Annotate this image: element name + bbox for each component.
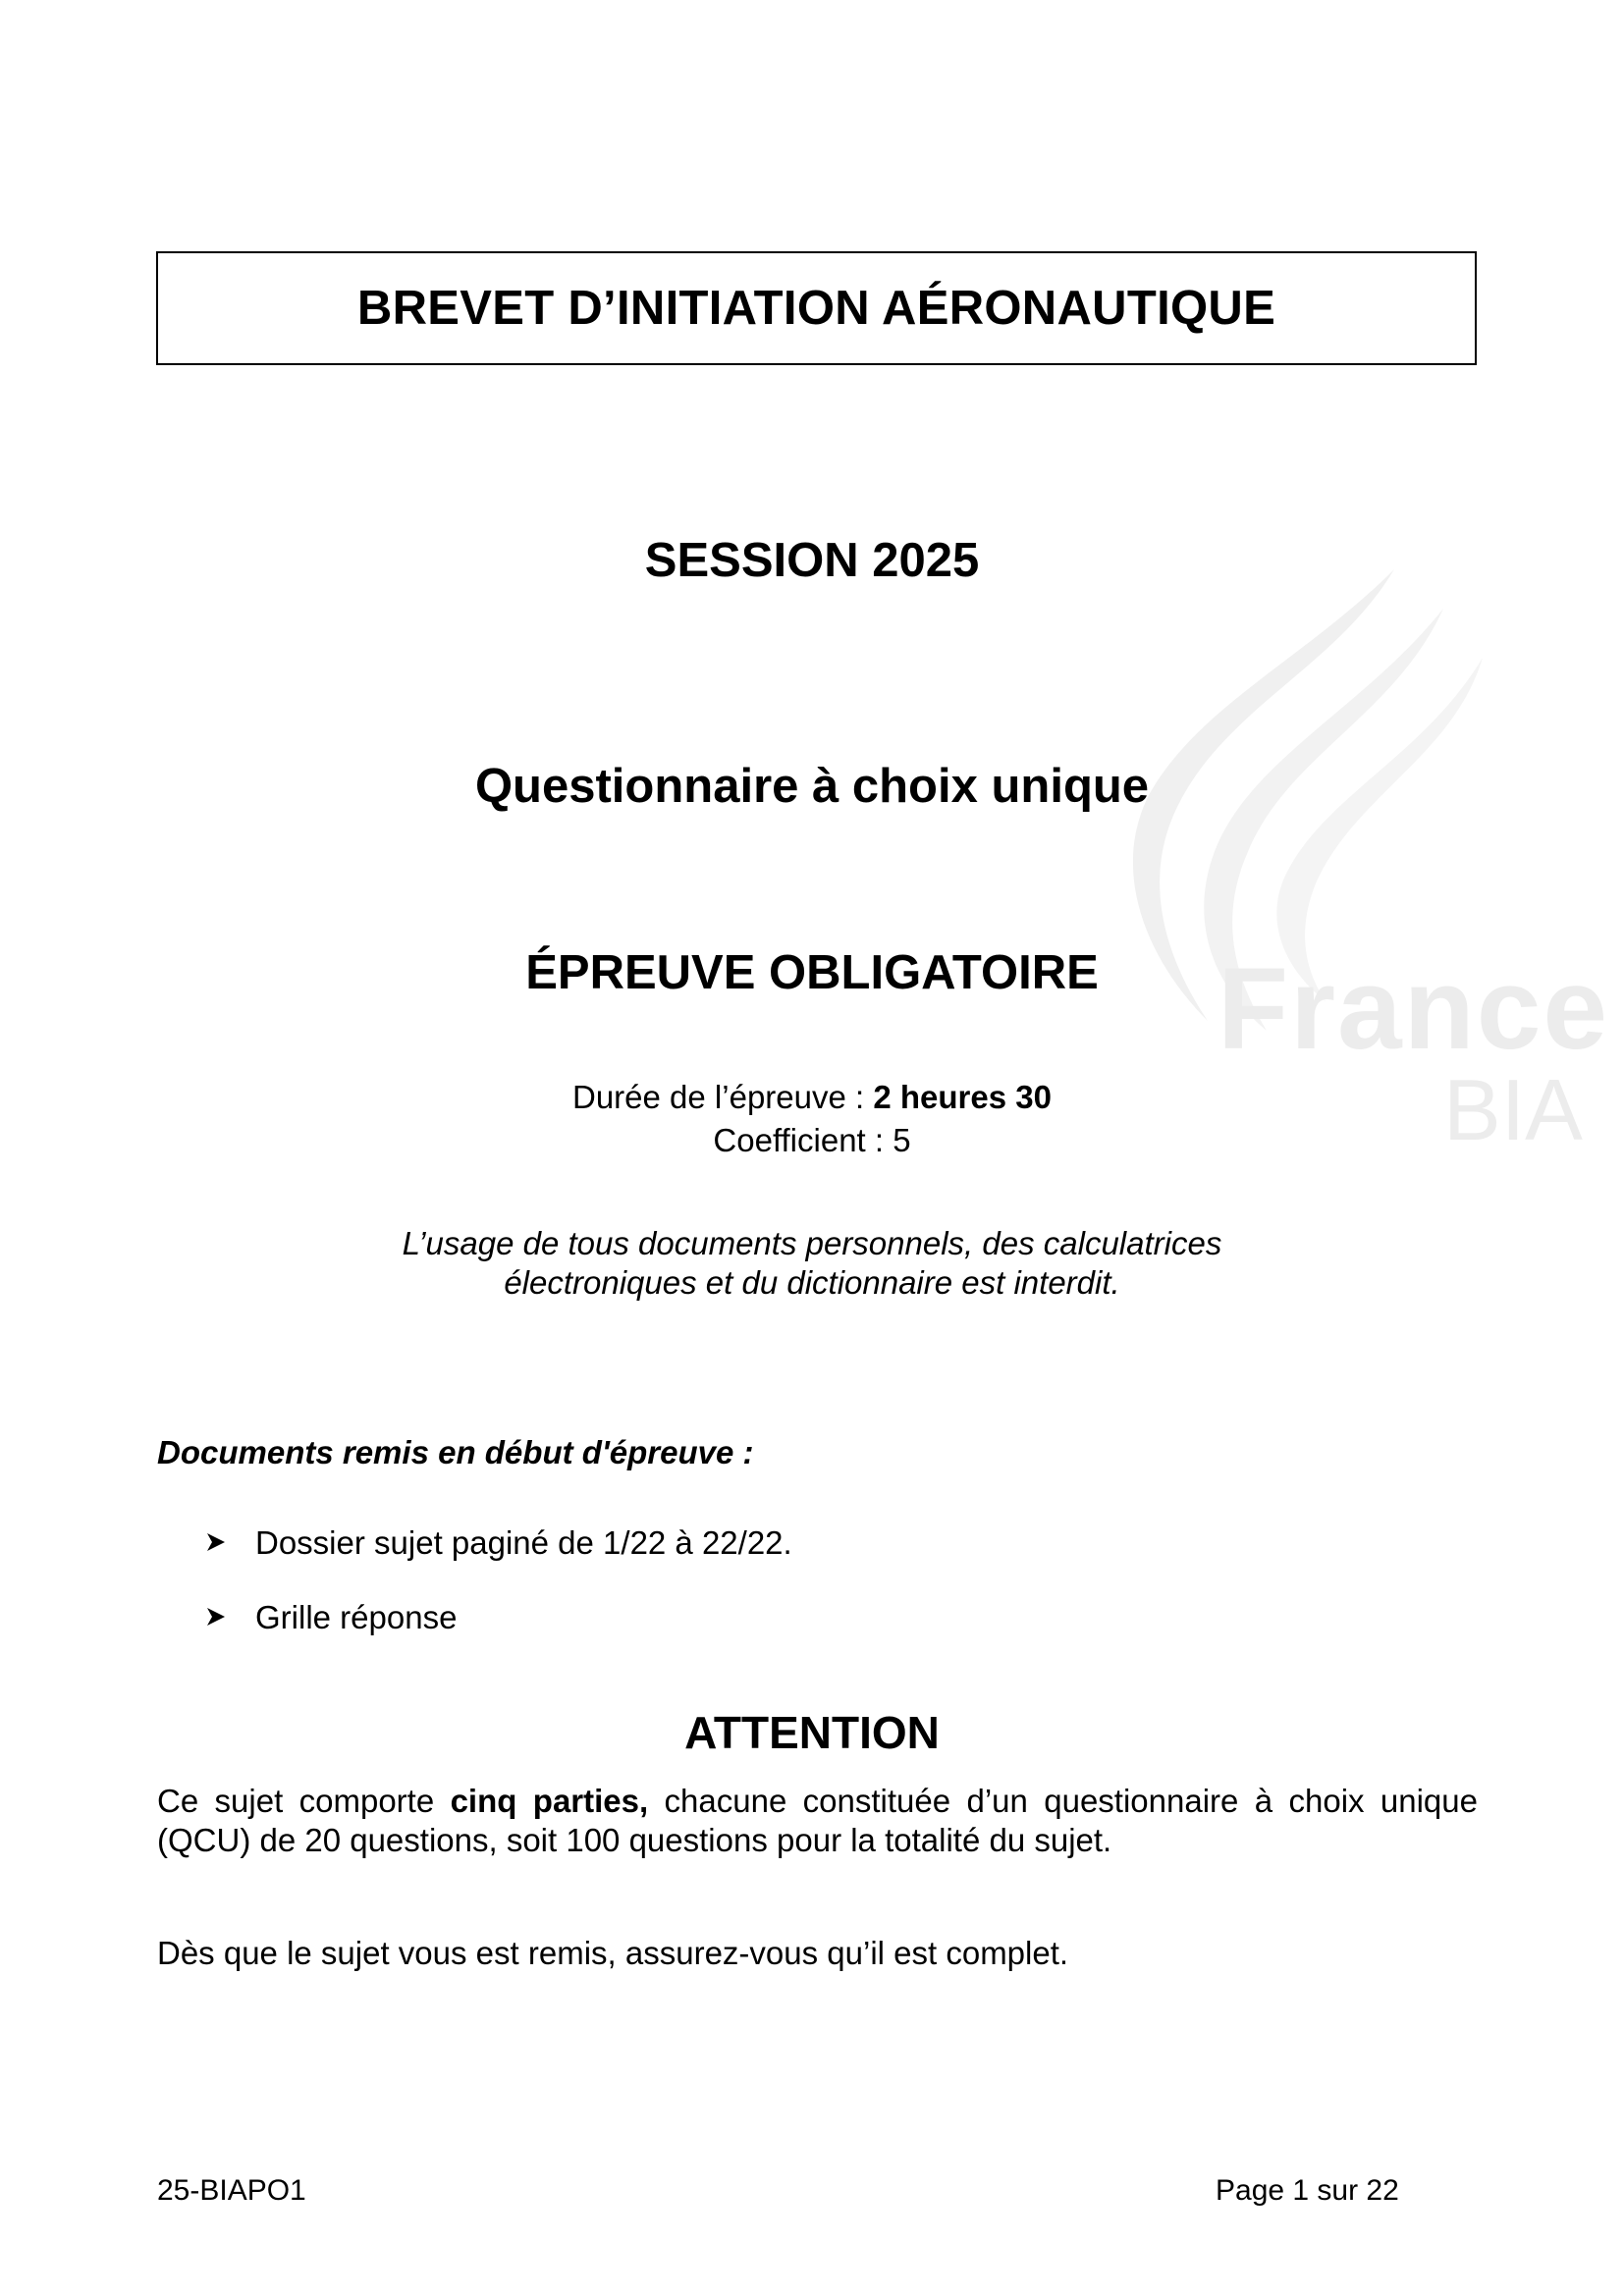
usage-notice-line-1: L’usage de tous documents personnels, des calculatrices <box>402 1225 1222 1261</box>
paragraph-text-end: chacune constituée d’un questionnaire à choix unique (QCU) de 20 questions, soit 100 questions pour la totalité du sujet. <box>157 1783 1478 1858</box>
arrow-bullet-icon <box>204 1524 255 1562</box>
title-box <box>156 251 1477 365</box>
watermark-word-bia: BIA <box>1443 1061 1583 1158</box>
list-item <box>204 1524 792 1562</box>
list-item-label: Grille réponse <box>255 1599 458 1635</box>
exam-type: Questionnaire à choix unique <box>474 760 1150 813</box>
completeness-notice: Dès que le sujet vous est remis, assurez-vous qu’il est complet. <box>157 1935 1069 1971</box>
paragraph-text-bold: cinq parties, <box>450 1783 649 1819</box>
duration-line <box>0 1076 1624 1118</box>
usage-notice-line-2: électroniques et du dictionnaire est interdit. <box>504 1264 1120 1301</box>
duration-label: Durée de l’épreuve : <box>572 1079 874 1115</box>
list-item <box>204 1599 457 1636</box>
duration-value: 2 heures 30 <box>873 1079 1052 1115</box>
usage-notice <box>0 1224 1624 1303</box>
list-item-label: Dossier sujet paginé de 1/22 à 22/22. <box>255 1524 792 1561</box>
watermark-word-france: France <box>1218 944 1609 1074</box>
page-title: BREVET D’INITIATION AÉRONAUTIQUE <box>356 282 1276 335</box>
session-label: SESSION 2025 <box>644 534 980 587</box>
attention-paragraph <box>157 1782 1478 1860</box>
exam-status: ÉPREUVE OBLIGATOIRE <box>525 946 1099 999</box>
arrow-bullet-icon <box>204 1599 255 1636</box>
coefficient: Coefficient : 5 <box>713 1122 911 1158</box>
paragraph-text-start: Ce sujet comporte <box>157 1783 451 1819</box>
footer-page-number: Page 1 sur 22 <box>1216 2174 1399 2207</box>
documents-heading: Documents remis en début d'épreuve : <box>157 1434 754 1470</box>
attention-heading: ATTENTION <box>684 1707 940 1758</box>
footer-code: 25-BIAPO1 <box>157 2174 306 2207</box>
